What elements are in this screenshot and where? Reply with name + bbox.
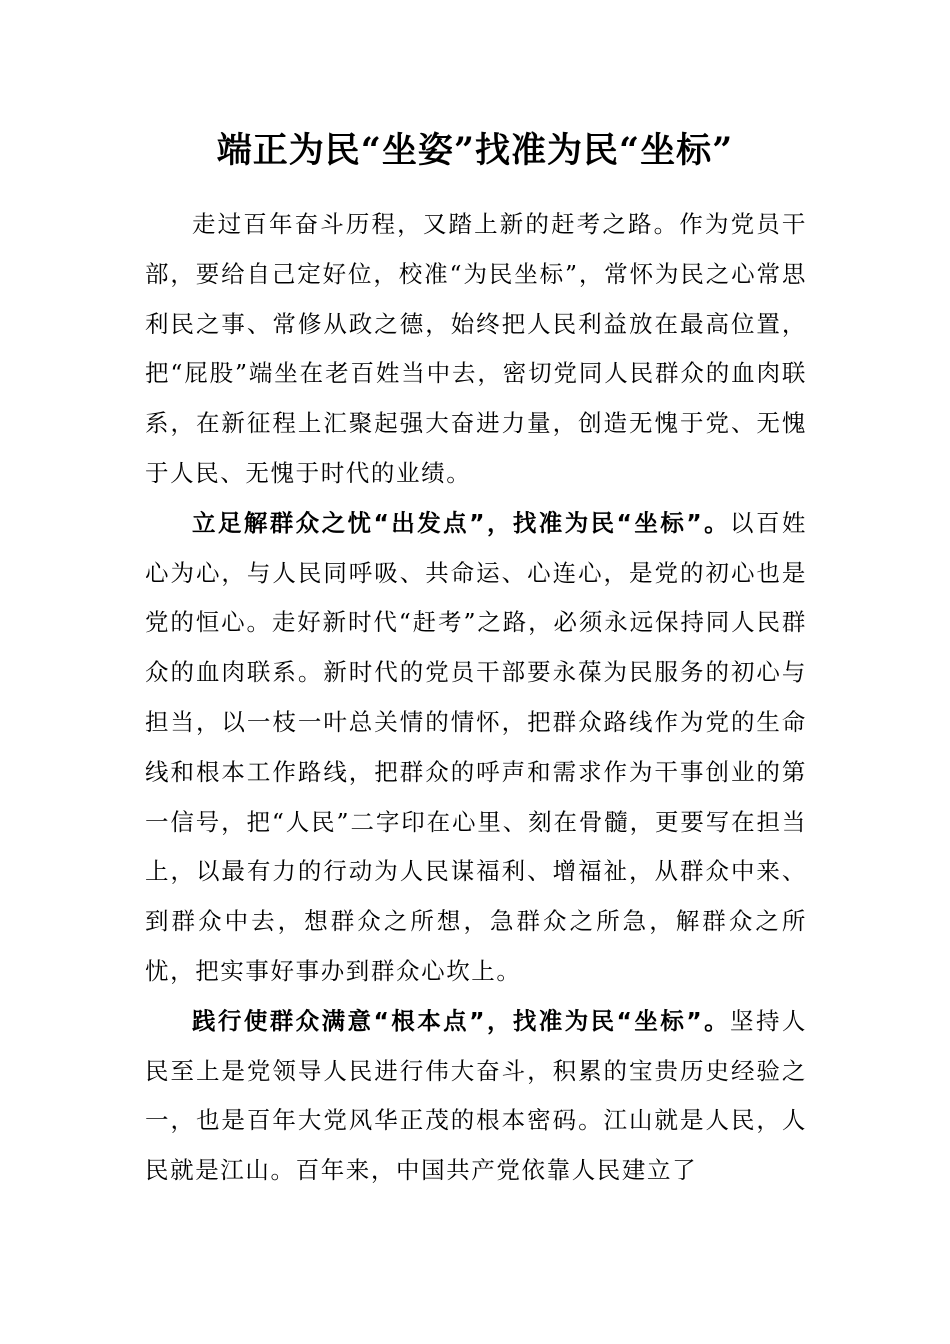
paragraph-text: 走过百年奋斗历程，又踏上新的赶考之路。作为党员干部，要给自己定好位，校准“为民坐标”，常怀为民之心常思利民之事、常修从政之德，始终把人民利益放在最高位置，把“屁股”端坐在老百姓当中去，密切党同人民群众的血肉联系，在新征程上汇聚起强大奋进力量，创造无愧于党、无愧于人民、无愧于时代的业绩。 (145, 210, 807, 487)
paragraph-text: 以百姓心为心，与人民同呼吸、共命运、心连心，是党的初心也是党的恒心。走好新时代“赶考”之路，必须永远保持同人民群众的血肉联系。新时代的党员干部要永葆为民服务的初心与担当，以一枝一叶总关情的情怀，把群众路线作为党的生命线和根本工作路线，把群众的呼声和需求作为干事创业的第一信号，把“人民”二字印在心里、刻在骨髓，更要写在担当上，以最有力的行动为人民谋福利、增福祉，从群众中来、到群众中去，想群众之所想，急群众之所急，解群众之所忧，把实事好事办到群众心坎上。 (145, 508, 807, 985)
paragraph-section-1 (145, 499, 807, 997)
paragraph-text: 坚持人民至上是党领导人民进行伟大奋斗，积累的宝贵历史经验之一，也是百年大党风华正茂的根本密码。江山就是人民，人民就是江山。百年来，中国共产党依靠人民建立了 (145, 1006, 807, 1185)
document-title: 端正为民“坐姿”找准为民“坐标” (216, 130, 734, 171)
section-heading: 立足解群众之忧“出发点”，找准为民“坐标”。 (192, 508, 731, 537)
paragraph-intro (145, 200, 807, 499)
section-heading: 践行使群众满意“根本点”，找准为民“坐标”。 (192, 1006, 731, 1035)
document-body (145, 200, 807, 1196)
paragraph-section-2 (145, 997, 807, 1196)
